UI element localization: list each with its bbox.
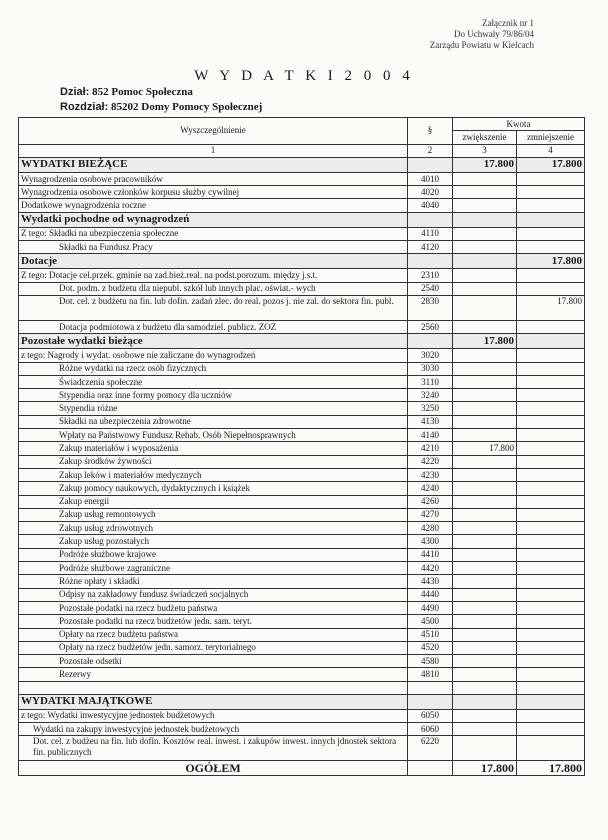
row-paragraph: 2560 (408, 320, 453, 333)
row-paragraph: 4520 (408, 641, 453, 654)
row-paragraph: 4280 (408, 522, 453, 535)
table-row (19, 562, 585, 575)
row-increase (453, 535, 517, 548)
section-increase: 17.800 (453, 334, 517, 349)
row-increase (453, 269, 517, 282)
dzial-heading (60, 86, 193, 98)
row-decrease (517, 241, 585, 254)
row-increase (453, 588, 517, 601)
row-paragraph: 3030 (408, 362, 453, 375)
row-increase (453, 241, 517, 254)
row-description: Wynagrodzenia osobowe pracowników (19, 172, 408, 185)
row-paragraph: 6050 (408, 709, 453, 722)
section-row-grants (19, 254, 585, 269)
row-increase (453, 668, 517, 681)
table-row (19, 522, 585, 535)
section-paragraph (408, 157, 453, 172)
row-increase (453, 615, 517, 628)
table-row (19, 615, 585, 628)
table-row (19, 455, 585, 468)
row-increase (453, 722, 517, 735)
row-decrease (517, 429, 585, 442)
row-increase (453, 415, 517, 428)
section-label: Dotacje (19, 254, 408, 269)
table-row (19, 227, 585, 240)
table-row (19, 415, 585, 428)
row-increase (453, 389, 517, 402)
column-number-4: 4 (517, 144, 585, 157)
row-decrease (517, 508, 585, 521)
row-paragraph: 6220 (408, 736, 453, 761)
row-description: Z tego: Składki na ubezpieczenia społeczne (19, 227, 408, 240)
table-row (19, 349, 585, 362)
row-decrease (517, 601, 585, 614)
row-description: Opłaty na rzecz budżetów jedn. samorz. terytorialnego (19, 641, 408, 654)
row-paragraph: 3240 (408, 389, 453, 402)
row-paragraph: 4020 (408, 186, 453, 199)
table-row (19, 722, 585, 735)
table-row (19, 508, 585, 521)
table-row (19, 199, 585, 212)
column-number-2: 2 (408, 144, 453, 157)
row-description: Dotacja podmiotowa z budżetu dla samodziel. publicz. ZOZ (19, 320, 408, 333)
total-paragraph (408, 761, 453, 776)
row-decrease (517, 722, 585, 735)
row-description: Zakup leków i materiałów medycznych (19, 468, 408, 481)
row-increase (453, 402, 517, 415)
header-paragraph: § (408, 118, 453, 145)
row-increase (453, 468, 517, 481)
header-description: Wyszczególnienie (19, 118, 408, 145)
row-paragraph: 4010 (408, 172, 453, 185)
row-paragraph: 4440 (408, 588, 453, 601)
dzial-label: Dział: (60, 86, 90, 98)
column-number-3: 3 (453, 144, 517, 157)
row-paragraph: 4300 (408, 535, 453, 548)
row-decrease (517, 468, 585, 481)
row-decrease (517, 628, 585, 641)
section-decrease (517, 694, 585, 709)
table-row (19, 241, 585, 254)
rozdzial-value: 85202 Domy Pomocy Społecznej (111, 101, 263, 113)
row-description: Pozostałe podatki na rzecz budżetów jedn. sam. teryt. (19, 615, 408, 628)
row-description: Zakup środków żywności (19, 455, 408, 468)
row-description: Dot. cel. z budżetu na fin. lub dofin. zadań zlec. do real. pozos j. nie zal. do sektora fin. publ. (19, 295, 408, 320)
row-increase (453, 295, 517, 320)
section-label: Wydatki pochodne od wynagrodzeń (19, 212, 408, 227)
table-row (19, 375, 585, 388)
row-increase (453, 186, 517, 199)
row-paragraph: 2310 (408, 269, 453, 282)
rozdzial-heading (60, 101, 262, 113)
row-decrease: 17.800 (517, 295, 585, 320)
section-label: Pozostałe wydatki bieżące (19, 334, 408, 349)
row-increase (453, 455, 517, 468)
row-paragraph: 4810 (408, 668, 453, 681)
attachment-note (430, 18, 534, 51)
table-row (19, 601, 585, 614)
row-paragraph: 4260 (408, 495, 453, 508)
row-description: Składki na Fundusz Pracy (19, 241, 408, 254)
row-description: Świadczenia społeczne (19, 375, 408, 388)
row-paragraph: 4040 (408, 199, 453, 212)
row-description: Zakup energii (19, 495, 408, 508)
row-decrease (517, 402, 585, 415)
row-paragraph: 4270 (408, 508, 453, 521)
section-paragraph (408, 212, 453, 227)
table-row (19, 269, 585, 282)
row-description: Wpłaty na Państwowy Fundusz Rehab. Osób Niepełnosprawnych (19, 429, 408, 442)
row-increase (453, 522, 517, 535)
row-increase (453, 736, 517, 761)
row-paragraph: 4240 (408, 482, 453, 495)
row-description: Pozostałe podatki na rzecz budżetu państwa (19, 601, 408, 614)
attachment-line-2: Do Uchwały 79/86/04 (454, 29, 534, 39)
table-row (19, 429, 585, 442)
row-decrease (517, 320, 585, 333)
row-decrease (517, 282, 585, 295)
row-description: Zakup pomocy naukowych, dydaktycznych i książek (19, 482, 408, 495)
expenses-table (18, 117, 585, 776)
row-paragraph: 3020 (408, 349, 453, 362)
row-paragraph: 4130 (408, 415, 453, 428)
row-description: Podróże służbowe krajowe (19, 548, 408, 561)
table-row (19, 362, 585, 375)
section-row-current-expenses (19, 157, 585, 172)
table-row (19, 495, 585, 508)
section-increase (453, 694, 517, 709)
attachment-line-3: Zarządu Powiatu w Kielcach (429, 40, 534, 50)
row-increase (453, 227, 517, 240)
row-decrease (517, 186, 585, 199)
total-increase: 17.800 (453, 761, 517, 776)
section-paragraph (408, 694, 453, 709)
row-decrease (517, 709, 585, 722)
row-increase (453, 575, 517, 588)
row-decrease (517, 415, 585, 428)
row-increase (453, 601, 517, 614)
row-description: Dot. cel. z budżeu na fin. lub dofin. Kosztów real. inwest. i zakupów inwest. innych jdnostek sektora fin. publicznych (19, 736, 408, 761)
section-paragraph (408, 254, 453, 269)
row-paragraph: 4430 (408, 575, 453, 588)
row-description: Dot. podm. z budżetu dla niepubl. szkół lub innych plac. oświat.- wych (19, 282, 408, 295)
row-decrease (517, 227, 585, 240)
row-description: Podróże służbowe zagraniczne (19, 562, 408, 575)
rozdzial-label: Rozdział: (60, 101, 109, 113)
table-row (19, 172, 585, 185)
header-amount: Kwota (453, 118, 585, 131)
section-paragraph (408, 334, 453, 349)
section-label: WYDATKI BIEŻĄCE (19, 157, 408, 172)
section-increase: 17.800 (453, 157, 517, 172)
row-paragraph: 4140 (408, 429, 453, 442)
row-paragraph: 3110 (408, 375, 453, 388)
table-row (19, 575, 585, 588)
row-paragraph: 4210 (408, 442, 453, 455)
row-description: Opłaty na rzecz budżetu państwa (19, 628, 408, 641)
dzial-value: 852 Pomoc Społeczna (92, 86, 193, 98)
row-increase (453, 320, 517, 333)
row-paragraph: 6060 (408, 722, 453, 735)
row-paragraph: 4510 (408, 628, 453, 641)
row-paragraph: 4410 (408, 548, 453, 561)
row-paragraph: 4230 (408, 468, 453, 481)
row-decrease (517, 588, 585, 601)
row-decrease (517, 655, 585, 668)
table-row (19, 736, 585, 761)
section-increase (453, 254, 517, 269)
row-decrease (517, 442, 585, 455)
row-paragraph: 2540 (408, 282, 453, 295)
row-description: Różne opłaty i składki (19, 575, 408, 588)
row-increase (453, 349, 517, 362)
row-increase (453, 641, 517, 654)
row-decrease (517, 199, 585, 212)
row-description: Zakup usług pozostałych (19, 535, 408, 548)
row-decrease (517, 575, 585, 588)
row-description: Pozostałe odsetki (19, 655, 408, 668)
total-label: OGÓŁEM (19, 761, 408, 776)
row-description: Odpisy na zakładowy fundusz świadczeń socjalnych (19, 588, 408, 601)
section-decrease (517, 212, 585, 227)
row-paragraph: 4500 (408, 615, 453, 628)
row-paragraph: 4110 (408, 227, 453, 240)
row-increase (453, 172, 517, 185)
row-increase (453, 562, 517, 575)
row-description: z tego: Wydatki inwestycyjne jednostek budżetowych (19, 709, 408, 722)
row-decrease (517, 562, 585, 575)
row-description: Z tego: Dotacje cel.przek. gminie na zad.bież.real. na podst.porozum. między j.s.t. (19, 269, 408, 282)
table-row (19, 442, 585, 455)
row-description: Rezerwy (19, 668, 408, 681)
row-decrease (517, 535, 585, 548)
row-description: Różne wydatki na rzecz osób fizycznych (19, 362, 408, 375)
row-paragraph: 4420 (408, 562, 453, 575)
row-decrease (517, 548, 585, 561)
blank-row (19, 681, 585, 694)
row-decrease (517, 668, 585, 681)
row-increase: 17.800 (453, 442, 517, 455)
column-number-1: 1 (19, 144, 408, 157)
row-paragraph: 4220 (408, 455, 453, 468)
total-row (19, 761, 585, 776)
row-increase (453, 655, 517, 668)
row-decrease (517, 522, 585, 535)
row-decrease (517, 375, 585, 388)
section-decrease: 17.800 (517, 157, 585, 172)
row-description: Wynagrodzenia osobowe członków korpusu służby cywilnej (19, 186, 408, 199)
row-description: Zakup materiałów i wyposażenia (19, 442, 408, 455)
page-title: W Y D A T K I 2 0 0 4 (194, 68, 414, 84)
table-row (19, 320, 585, 333)
section-increase (453, 212, 517, 227)
table-row (19, 282, 585, 295)
table-row (19, 186, 585, 199)
table-row (19, 641, 585, 654)
table-row (19, 548, 585, 561)
table-row (19, 482, 585, 495)
table-row (19, 709, 585, 722)
section-row-other-current (19, 334, 585, 349)
table-row (19, 588, 585, 601)
row-increase (453, 362, 517, 375)
section-decrease (517, 334, 585, 349)
table-row (19, 535, 585, 548)
total-decrease: 17.800 (517, 761, 585, 776)
row-decrease (517, 482, 585, 495)
table-row (19, 295, 585, 320)
row-decrease (517, 455, 585, 468)
row-decrease (517, 349, 585, 362)
row-increase (453, 482, 517, 495)
row-decrease (517, 269, 585, 282)
row-increase (453, 709, 517, 722)
row-increase (453, 375, 517, 388)
section-row-derived-expenses (19, 212, 585, 227)
row-decrease (517, 389, 585, 402)
row-paragraph: 4120 (408, 241, 453, 254)
row-paragraph: 4580 (408, 655, 453, 668)
row-description: Składki na ubezpieczenia zdrowotne (19, 415, 408, 428)
header-increase: zwiększenie (453, 131, 517, 144)
row-decrease (517, 172, 585, 185)
row-decrease (517, 362, 585, 375)
row-paragraph: 3250 (408, 402, 453, 415)
row-description: z tego: Nagrody i wydat. osobowe nie zaliczane do wynagrodzeń (19, 349, 408, 362)
row-decrease (517, 736, 585, 761)
row-increase (453, 508, 517, 521)
row-description: Wydatki na zakupy inwestycyjne jednostek budżetowych (19, 722, 408, 735)
row-decrease (517, 495, 585, 508)
row-description: Stypendia różne (19, 402, 408, 415)
row-increase (453, 548, 517, 561)
row-description: Zakup usług remontowych (19, 508, 408, 521)
row-description: Zakup usług zdrowotnych (19, 522, 408, 535)
table-row (19, 468, 585, 481)
row-paragraph: 4490 (408, 601, 453, 614)
row-increase (453, 429, 517, 442)
row-paragraph: 2830 (408, 295, 453, 320)
row-increase (453, 199, 517, 212)
table-row (19, 402, 585, 415)
table-row (19, 668, 585, 681)
header-decrease: zmniejszenie (517, 131, 585, 144)
row-description: Dodatkowe wynagrodzenia roczne (19, 199, 408, 212)
section-label: WYDATKI MAJĄTKOWE (19, 694, 408, 709)
row-increase (453, 495, 517, 508)
row-increase (453, 628, 517, 641)
attachment-line-1: Załącznik nr 1 (482, 18, 534, 28)
table-row (19, 655, 585, 668)
row-decrease (517, 615, 585, 628)
row-increase (453, 282, 517, 295)
section-decrease: 17.800 (517, 254, 585, 269)
row-decrease (517, 641, 585, 654)
table-row (19, 628, 585, 641)
section-row-capital-expenses (19, 694, 585, 709)
row-description: Stypendia oraz inne formy pomocy dla uczniów (19, 389, 408, 402)
table-row (19, 389, 585, 402)
